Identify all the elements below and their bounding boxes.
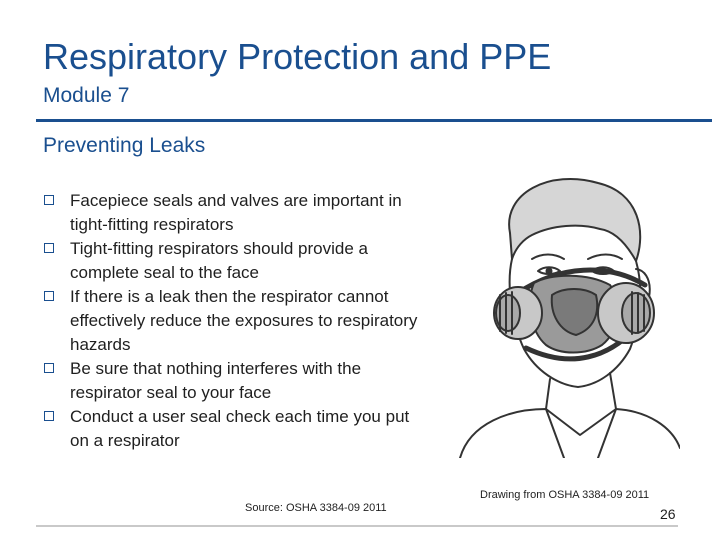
bullet-text: Facepiece seals and valves are important in tight-fitting respirators bbox=[70, 191, 402, 234]
bullet-item bbox=[44, 285, 424, 357]
bullet-item bbox=[44, 405, 424, 453]
bullet-text: Be sure that nothing interferes with the respirator seal to your face bbox=[70, 359, 362, 402]
checkbox-bullet-icon bbox=[44, 195, 54, 205]
source-caption: Source: OSHA 3384-09 2011 bbox=[245, 502, 387, 514]
bullet-list bbox=[44, 189, 424, 453]
slide-subtitle: Module 7 bbox=[43, 84, 130, 107]
checkbox-bullet-icon bbox=[44, 291, 54, 301]
bullet-item bbox=[44, 357, 424, 405]
checkbox-bullet-icon bbox=[44, 243, 54, 253]
section-heading: Preventing Leaks bbox=[43, 134, 206, 157]
drawing-credit: Drawing from OSHA 3384-09 2011 bbox=[480, 489, 650, 501]
bullet-item bbox=[44, 237, 424, 285]
checkbox-bullet-icon bbox=[44, 411, 54, 421]
bullet-text: Tight-fitting respirators should provide a complete seal to the face bbox=[70, 239, 368, 282]
respirator-illustration bbox=[440, 173, 680, 458]
bullet-text: If there is a leak then the respirator cannot effectively reduce the exposures to respiratory hazards bbox=[70, 287, 418, 354]
slide-title: Respiratory Protection and PPE bbox=[43, 36, 552, 77]
page-number: 26 bbox=[660, 506, 676, 522]
bullet-item bbox=[44, 189, 424, 237]
footer-divider bbox=[36, 525, 678, 527]
checkbox-bullet-icon bbox=[44, 363, 54, 373]
title-divider bbox=[36, 119, 712, 122]
bullet-text: Conduct a user seal check each time you put on a respirator bbox=[70, 407, 410, 450]
